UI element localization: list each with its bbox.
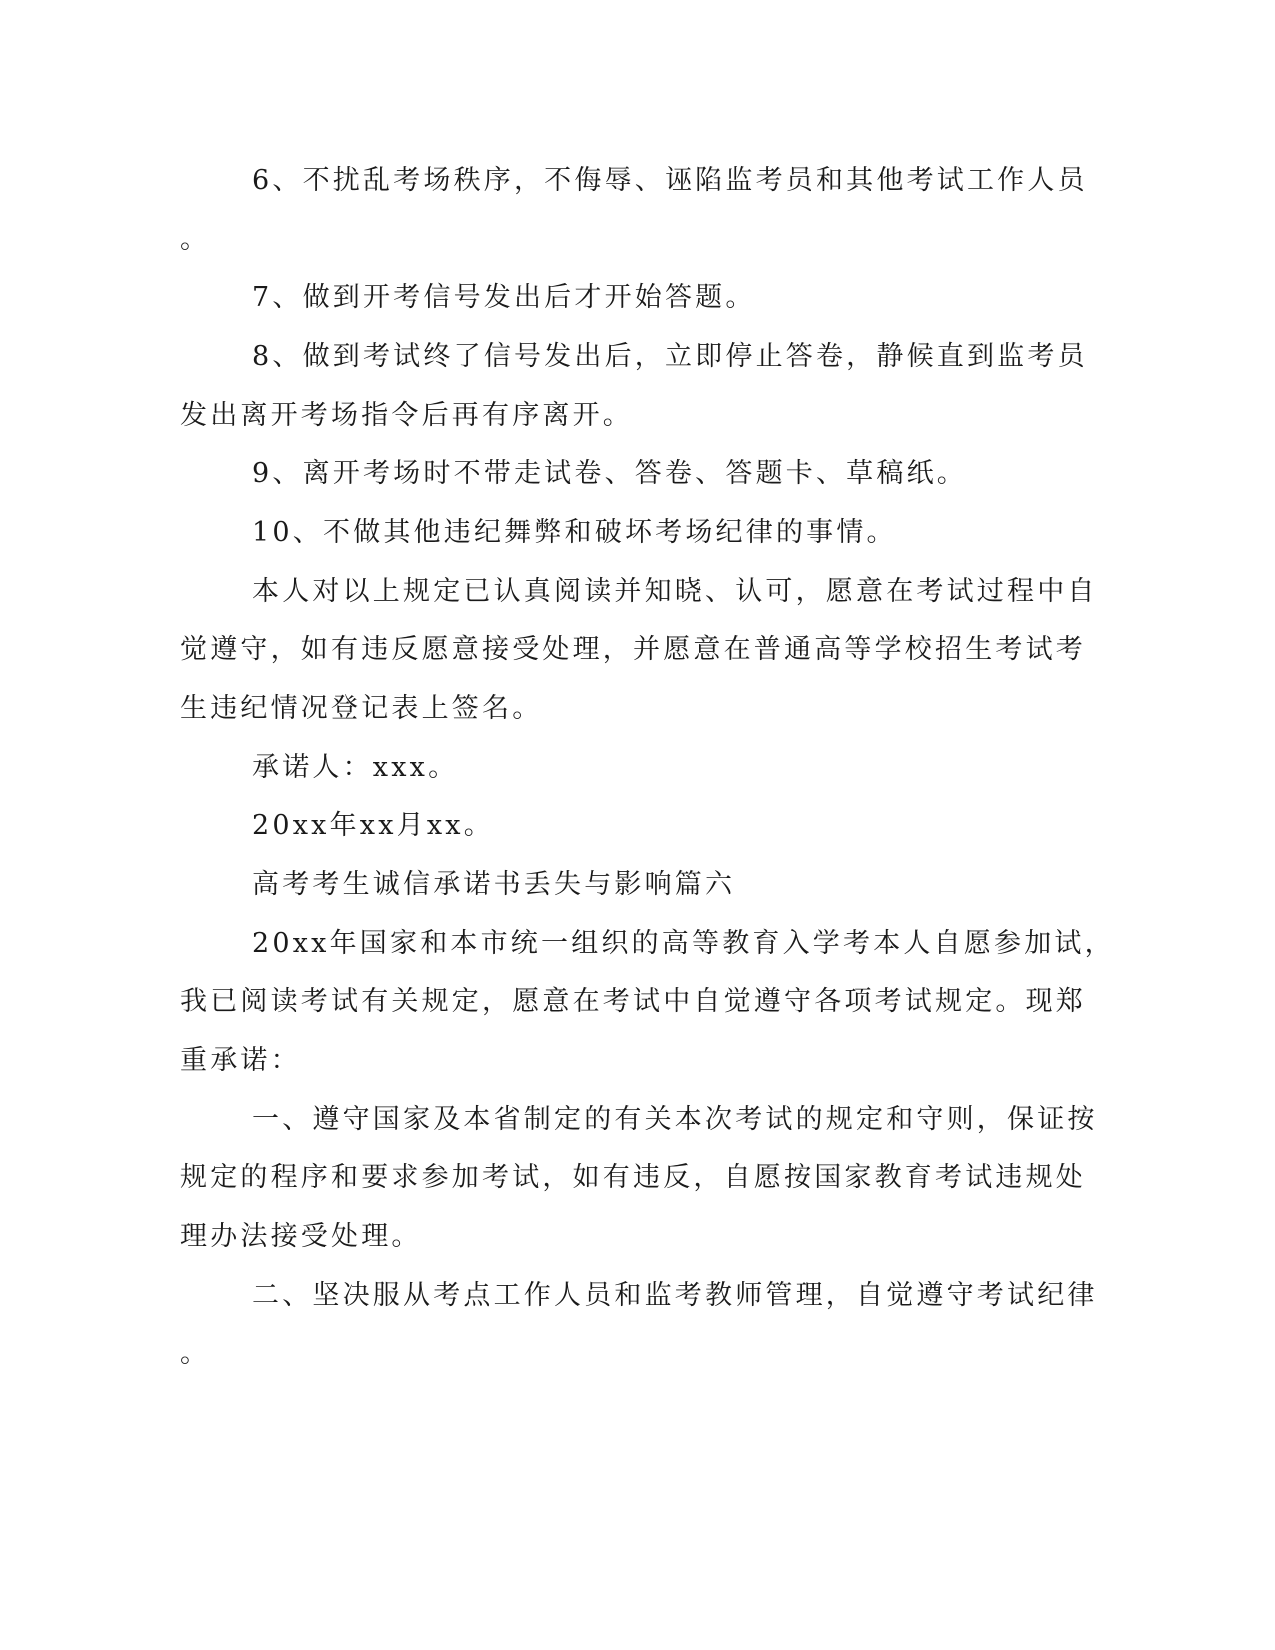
intro-line-2: 我已阅读考试有关规定，愿意在考试中自觉遵守各项考试规定。现郑 bbox=[180, 986, 1086, 1017]
statement-line-3: 生违纪情况登记表上签名。 bbox=[180, 693, 543, 724]
pledge-1-line-2: 规定的程序和要求参加考试，如有违反，自愿按国家教育考试违规处 bbox=[180, 1162, 1086, 1193]
statement-line-1: 本人对以上规定已认真阅读并知晓、认可，愿意在考试过程中自 bbox=[252, 576, 1098, 607]
rule-7: 7、做到开考信号发出后才开始答题。 bbox=[252, 282, 756, 313]
rule-10: 10、不做其他违纪舞弊和破坏考场纪律的事情。 bbox=[252, 517, 897, 548]
date-line: 20xx年xx月xx。 bbox=[252, 810, 494, 841]
rule-9: 9、离开考场时不带走试卷、答卷、答题卡、草稿纸。 bbox=[252, 458, 967, 489]
pledge-1-line-1: 一、遵守国家及本省制定的有关本次考试的规定和守则，保证按 bbox=[252, 1104, 1098, 1135]
rule-6-line-2: 。 bbox=[180, 224, 211, 255]
rule-8-line-1: 8、做到考试终了信号发出后，立即停止答卷，静候直到监考员 bbox=[252, 341, 1088, 372]
section-title: 高考考生诚信承诺书丢失与影响篇六 bbox=[252, 869, 736, 900]
pledge-1-line-3: 理办法接受处理。 bbox=[180, 1221, 422, 1252]
rule-8-line-2: 发出离开考场指令后再有序离开。 bbox=[180, 400, 633, 431]
intro-line-3: 重承诺： bbox=[180, 1045, 301, 1076]
rule-6-line-1: 6、不扰乱考场秩序，不侮辱、诬陷监考员和其他考试工作人员 bbox=[252, 165, 1088, 196]
pledge-2-line-1: 二、坚决服从考点工作人员和监考教师管理，自觉遵守考试纪律 bbox=[252, 1280, 1098, 1311]
intro-line-1: 20xx年国家和本市统一组织的高等教育入学考本人自愿参加试， bbox=[252, 928, 1115, 959]
pledge-2-line-2: 。 bbox=[180, 1338, 211, 1369]
signer-line: 承诺人：xxx。 bbox=[252, 752, 459, 783]
statement-line-2: 觉遵守，如有违反愿意接受处理，并愿意在普通高等学校招生考试考 bbox=[180, 634, 1086, 665]
